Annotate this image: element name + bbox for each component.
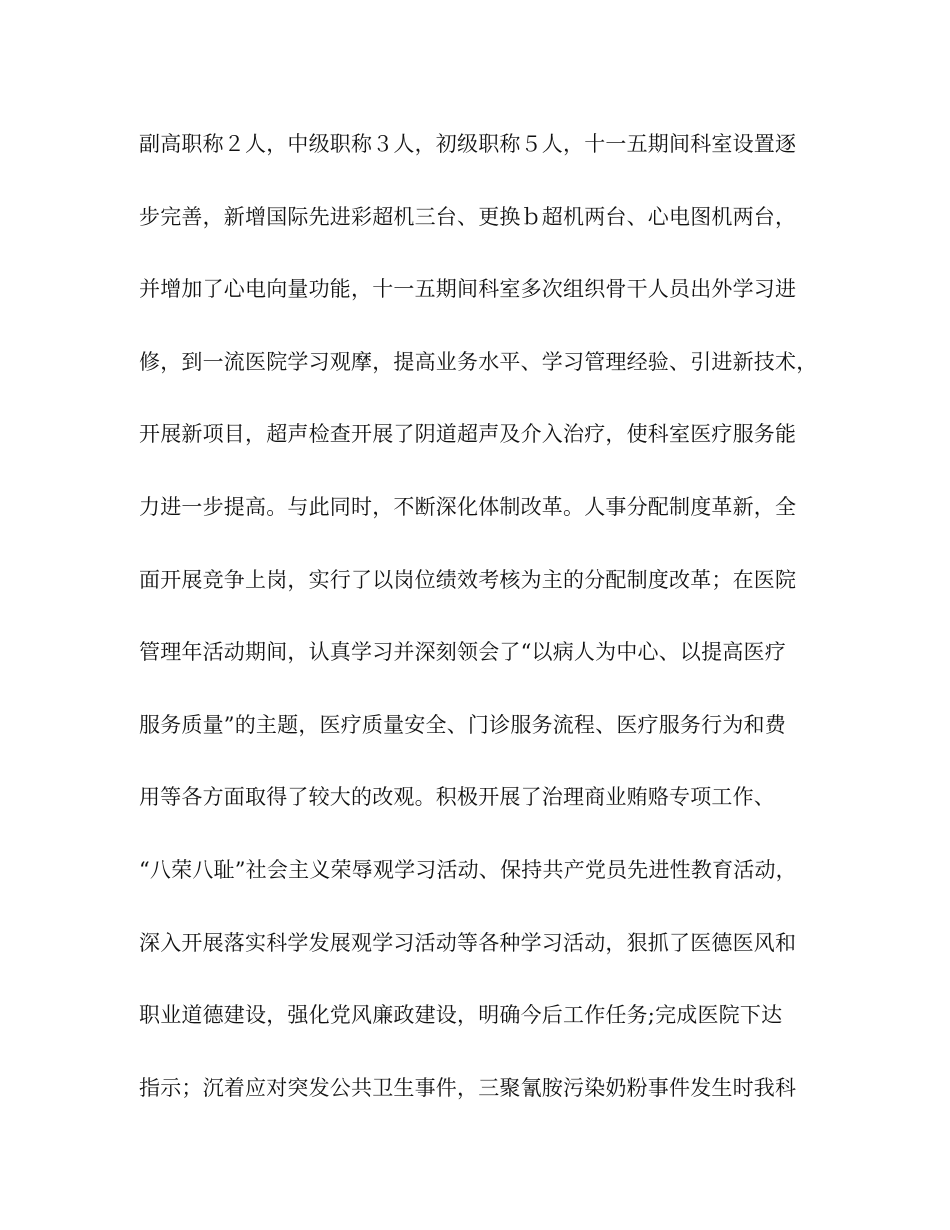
text-line-7: 面开展竞争上岗，实行了以岗位绩效考核为主的分配制度改革；在医院 [139, 567, 797, 592]
text-line-11: “八荣八耻”社会主义荣辱观学习活动、保持共产党员先进性教育活动， [139, 857, 797, 882]
text-line-14: 指示；沉着应对突发公共卫生事件，三聚氰胺污染奶粉事件发生时我科 [139, 1075, 797, 1100]
text-line-4: 修，到一流医院学习观摩，提高业务水平、学习管理经验、引进新技术， [139, 349, 818, 374]
text-line-1: 副高职称２人，中级职称３人，初级职称５人，十一五期间科室设置逐 [139, 132, 797, 156]
text-line-6: 力进一步提高。与此同时，不断深化体制改革。人事分配制度革新，全 [139, 494, 797, 519]
text-line-13: 职业道德建设，强化党风廉政建设，明确今后工作任务;完成医院下达 [139, 1003, 783, 1028]
text-line-8: 管理年活动期间，认真学习并深刻领会了“以病人为中心、以提高医疗 [139, 640, 786, 665]
text-line-12: 深入开展落实科学发展观学习活动等各种学习活动，狠抓了医德医风和 [139, 930, 797, 955]
text-line-2: 步完善，新增国际先进彩超机三台、更换ｂ超机两台、心电图机两台， [139, 204, 797, 229]
text-line-9: 服务质量”的主题，医疗质量安全、门诊服务流程、医疗服务行为和费 [139, 712, 786, 737]
text-line-10: 用等各方面取得了较大的改观。积极开展了治理商业贿赂专项工作、 [139, 785, 775, 810]
body-text [139, 126, 839, 1142]
text-line-5: 开展新项目，超声检查开展了阴道超声及介入治疗，使科室医疗服务能 [139, 422, 797, 447]
text-line-3: 并增加了心电向量功能，十一五期间科室多次组织骨干人员出外学习进 [139, 277, 797, 302]
